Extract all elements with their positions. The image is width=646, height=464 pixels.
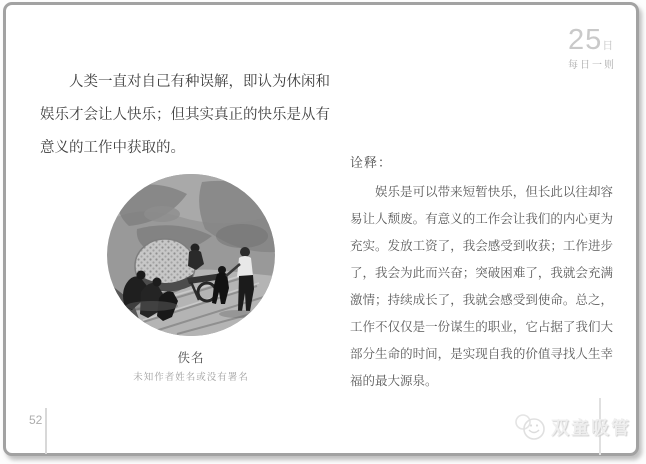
brand-watermark (512, 412, 631, 442)
page-number: 52 (29, 413, 43, 427)
workers-pushing-cart-photo (107, 174, 275, 336)
photo-caption: 佚名 (177, 351, 205, 365)
footer-divider-left (45, 408, 47, 454)
daily-badge (568, 26, 616, 71)
interpretation-label: 诠释： (350, 155, 393, 170)
watermark-text: 双童吸管 (551, 418, 631, 438)
interpretation-body: 娱乐是可以带来短暂快乐，但长此以往却容易让人颓废。有意义的工作会让我们的内心更为充实。发放工资了，我会感受到收获；工作进步了，我会为此而兴奋；突破困难了，我就会充满激情；持续成长了，我就会感受到使命。总之，工作不仅仅是一份谋生的职业，它占据了我们大部分生命的时间，是实现自我的价值寻找人生幸福的最大源泉。 (350, 185, 613, 388)
day-number-row (568, 26, 616, 54)
two-children-smiley-icon (512, 412, 548, 442)
photo-subcaption: 未知作者姓名或没有署名 (133, 372, 249, 383)
series-label: 每日一则 (568, 60, 616, 71)
day-unit: 日 (602, 40, 614, 52)
day-number: 25 (568, 24, 603, 56)
photo-illustration (107, 174, 275, 336)
main-quote: 人类一直对自己有种误解，即认为休闲和娱乐才会让人快乐；但其实真正的快乐是从有意义的工作中获取的。 (40, 74, 330, 156)
